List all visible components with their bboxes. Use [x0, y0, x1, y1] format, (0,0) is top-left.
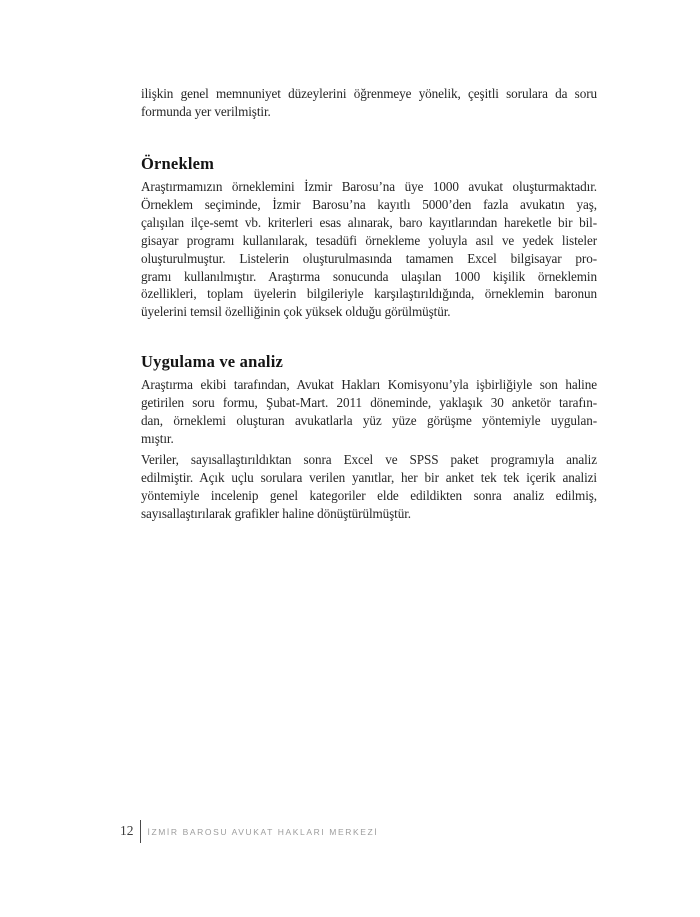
paragraph-veriler: [141, 451, 597, 523]
text-line: Araştırma ekibi tarafından, Avukat Hakları Komisyonu’yla işbirliğiyle son haline: [141, 377, 597, 392]
text-line: ilişkin genel memnuniyet düzeylerini öğrenmeye yönelik, çeşitli sorulara da soru: [141, 86, 597, 101]
text-line: formunda yer verilmiştir.: [141, 103, 271, 119]
text-line: getirilen soru formu, Şubat-Mart. 2011 döneminde, yaklaşık 30 anketör tarafın-: [141, 394, 597, 410]
paragraph-uygulama: [141, 376, 597, 448]
text-line: Veriler, sayısallaştırıldıktan sonra Excel ve SPSS paket programıyla analiz: [141, 452, 597, 467]
text-line: Araştırmamızın örneklemini İzmir Barosu’na üye 1000 avukat oluşturmaktadır.: [141, 179, 597, 194]
paragraph-intro: [141, 85, 597, 121]
footer-divider: [140, 820, 141, 843]
text-line: sayısallaştırılarak grafikler haline dönüştürülmüştür.: [141, 505, 412, 521]
text-line: üyelerini temsil özelliğinin çok yüksek olduğu görülmüştür.: [141, 304, 451, 320]
text-line: yöntemiyle incelenip genel kategoriler elde edildikten sonra analiz edilmiş,: [141, 487, 597, 503]
text-line: çalışılan ilçe-semt vb. kriterleri esas alınarak, baro kayıtlarından hareketle bir bil-: [141, 214, 597, 230]
heading-orneklem: Örneklem: [141, 153, 215, 173]
footer-running-title: İZMİR BAROSU AVUKAT HAKLARI MERKEZİ: [147, 827, 379, 837]
text-line: oluşturulmuştur. Listelerin oluşturulmasında tamamen Excel bilgisayar pro-: [141, 250, 597, 266]
heading-uygulama-ve-analiz: Uygulama ve analiz: [141, 351, 284, 371]
text-line: edilmiştir. Açık uçlu sorulara verilen yanıtlar, her bir anket tek tek içerik analizi: [141, 469, 597, 485]
text-line: gisayar programı kullanılarak, tesadüfi örnekleme yoluyla asıl ve yedek listeler: [141, 232, 597, 248]
page-number: 12: [120, 823, 134, 838]
text-line: dan, örneklemi oluşturan avukatlarla yüz yüze görüşme yöntemiyle uygulan-: [141, 412, 597, 428]
text-line: gramı kullanılmıştır. Araştırma sonucunda ulaşılan 1000 kişilik örneklemin: [141, 268, 597, 284]
page-footer: [120, 819, 378, 843]
text-line: Örneklem seçiminde, İzmir Barosu’na kayıtlı 5000’den fazla avukatın yaş,: [141, 196, 597, 212]
text-line: özellikleri, toplam üyelerin bilgileriyle karşılaştırıldığında, örneklemin baronun: [141, 286, 597, 302]
text-line: mıştır.: [141, 430, 174, 446]
paragraph-orneklem: [141, 178, 597, 321]
